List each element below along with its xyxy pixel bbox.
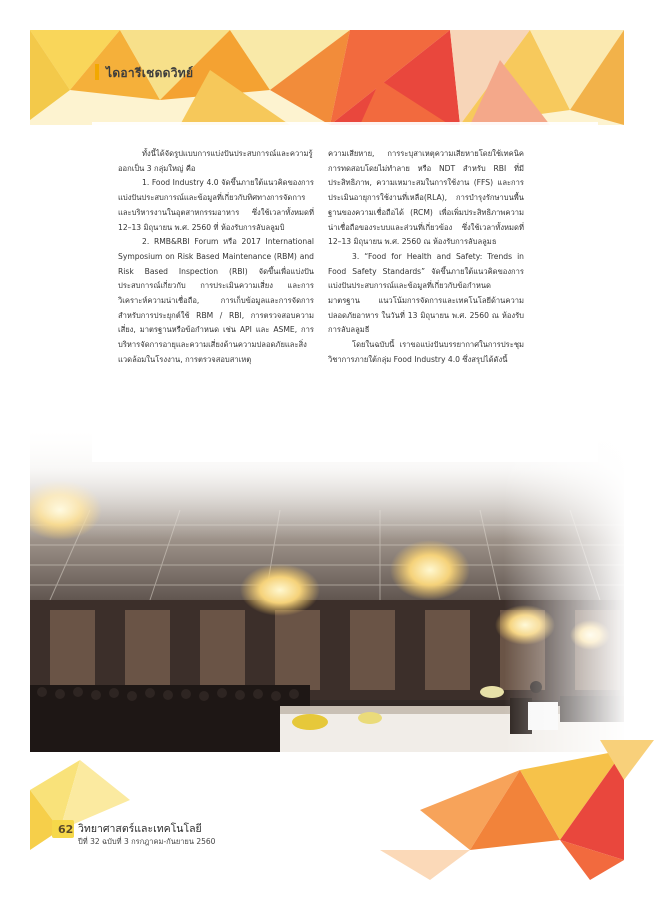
conference-hall-photo	[30, 430, 624, 752]
issue-line: ปีที่ 32 ฉบับที่ 3 กรกฎาคม-กันยายน 2560	[78, 837, 216, 846]
article-right-column	[328, 147, 524, 368]
paragraph: ความเสียหาย, การระบุสาเหตุความเสียหายโดยใช้เทคนิค การทดสอบโดยไม่ทำลาย หรือ NDT สำหรับ RBI ที่มีประสิทธิภาพ, ความเหมาะสมในการใช้งาน (FFS) และการประเมินอายุการใช้งานที่เหลือ(RLA), การบำรุงรักษาบนพื้นฐานของความเชื่อถือได้ (RCM) เพื่อเพิ่มประสิทธิภาพความน่าเชื่อถือของระบบและส่วนที่เกี่ยวข้อง ซึ่งใช้เวลาทั้งหมดที่ 12–13 มิถุนายน พ.ศ. 2560 ณ ห้องรับการลับลลูมธ	[328, 149, 524, 247]
paragraph: 1. Food Industry 4.0 จัดขึ้นภายใต้แนวคิดของการแบ่งปันประสบการณ์และข้อมูลที่เกี่ยวกับทิศทางการจัดการและบริหารงานในอุตสาหกรรมอาหาร ซึ่งใช้เวลาทั้งหมดที่ 12–13 มิถุนายน พ.ศ. 2560 ที่ ห้องรับการลับลลูมบิ	[118, 178, 314, 232]
section-label: ไดอารีเชดดวิทย์	[106, 66, 194, 80]
photo-right-fade	[504, 430, 624, 752]
paragraph: โดยในฉบับนี้ เราขอแบ่งปันบรรยากาศในการประชุมวิชาการภายใต้กลุ่ม Food Industry 4.0 ซึ่งสรุปได้ดังนี้	[328, 340, 524, 364]
article-left-column	[118, 147, 314, 368]
paragraph: 2. RMB&RBI Forum หรือ 2017 International Symposium on Risk Based Maintenance (RBM) and Risk Based Inspection (RBI) จัดขึ้นเพื่อแบ่งปันประสบการณ์เกี่ยวกับ การประเมินความเสี่ยง และการวิเคราะห์ความน่าเชื่อถือ, การเก็บข้อมูลและการจัดการสำหรับการประยุกต์ใช้ RBM / RBI, การตรวจสอบความเสี่ยง, มาตรฐานหรือข้อกำหนด เช่น API และ ASME, การบริหารจัดการอายุและความเสี่ยงด้านความปลอดภัยและสิ่งแวดล้อมในโรงงาน, การตรวจสอบสาเหตุ	[118, 237, 314, 364]
magazine-title: วิทยาศาสตร์และเทคโนโลยี	[78, 823, 202, 835]
section-tag-bar	[95, 64, 99, 80]
paragraph: ทั้งนี้ได้จัดรูปแบบการแบ่งปันประสบการณ์และความรู้ ออกเป็น 3 กลุ่มใหญ่ คือ	[118, 149, 313, 173]
page-number: 62	[58, 823, 74, 836]
paragraph: 3. “Food for Health and Safety: Trends in Food Safety Standards” จัดขึ้นภายใต้แนวคิดของการแบ่งปันประสบการณ์และข้อมูลที่เกี่ยวกับข้อกำหนด มาตรฐาน แนวโน้มการจัดการและเทคโนโลยีด้านความปลอดภัยอาหาร ในวันที่ 13 มิถุนายน พ.ศ. 2560 ณ ห้องรับการลับลลูมธี	[328, 251, 524, 335]
